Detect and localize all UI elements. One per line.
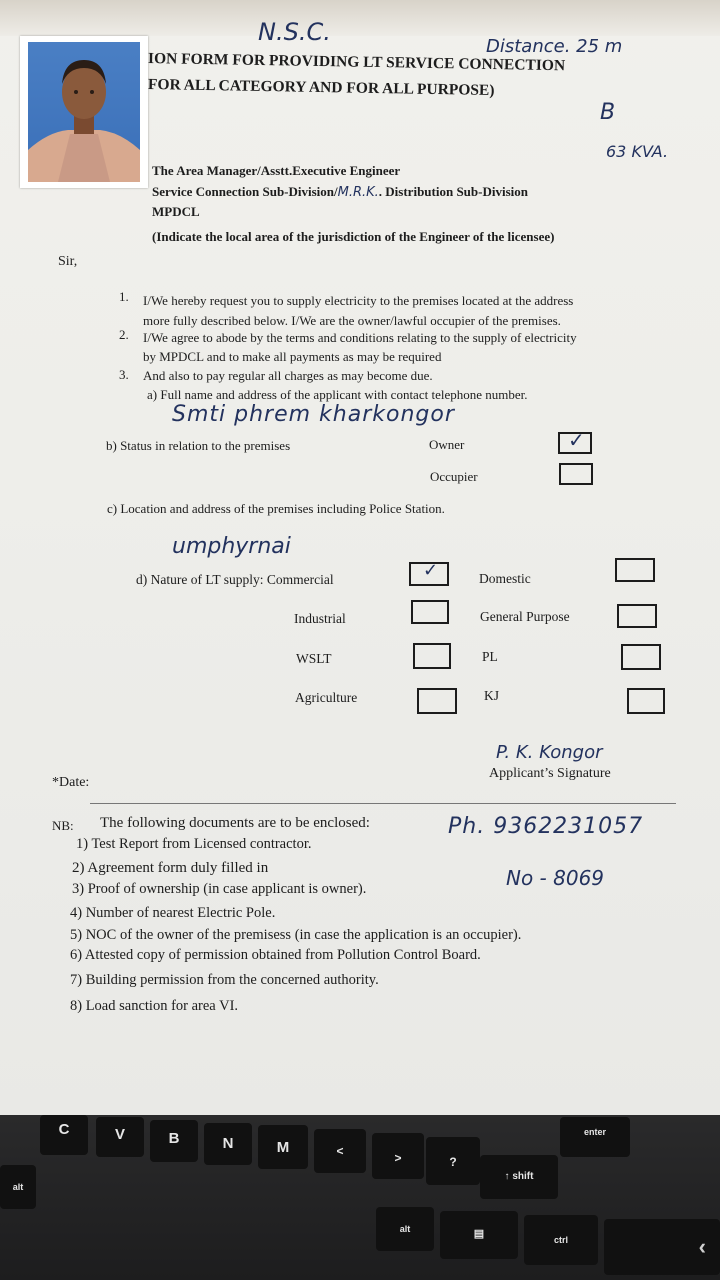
field-d-label: d) Nature of LT supply: Commercial — [136, 572, 334, 587]
handwritten-phone: Ph. 9362231057 — [448, 814, 644, 839]
domestic-checkbox[interactable] — [615, 558, 655, 582]
general-purpose-checkbox[interactable] — [617, 604, 657, 628]
key-alt[interactable]: alt — [376, 1207, 434, 1251]
addressee-line2-suffix: . Distribution Sub-Division — [378, 184, 528, 199]
pl-label: PL — [482, 649, 498, 664]
nb-intro: The following documents are to be enclosed: — [100, 815, 370, 831]
field-c-label: c) Location and address of the premises including Police Station. — [107, 501, 445, 516]
addressee-line1: The Area Manager/Asstt.Executive Engineer — [152, 163, 401, 178]
pl-checkbox[interactable] — [621, 644, 661, 670]
owner-label: Owner — [429, 437, 465, 452]
key-ctrl[interactable]: ctrl — [524, 1215, 598, 1265]
jurisdiction-note: (Indicate the local area of the jurisdiction of the Engineer of the licensee) — [152, 229, 555, 244]
key-shift[interactable]: ↑ shift — [480, 1155, 558, 1199]
handwritten-kva: 63 KVA. — [606, 142, 669, 161]
commercial-checkbox[interactable] — [409, 562, 449, 586]
doc-item: 7) Building permission from the concerned authority. — [70, 972, 379, 988]
key-c[interactable]: C — [40, 1115, 88, 1155]
item3-line1: And also to pay regular all charges as may become due. — [143, 368, 433, 383]
field-b-label: b) Status in relation to the premises — [106, 438, 291, 453]
handwritten-number: No - 8069 — [506, 866, 605, 890]
addressee-line3: MPDCL — [152, 204, 200, 219]
portrait-figure — [28, 42, 140, 182]
key-n[interactable]: N — [204, 1123, 252, 1165]
handwritten-nsc: N.S.C. — [258, 18, 331, 46]
key-b[interactable]: B — [150, 1120, 198, 1162]
handwritten-applicant-name: Smti phrem kharkongor — [172, 402, 455, 427]
item1-line2: more fully described below. I/We are the owner/lawful occupier of the premises. — [143, 313, 561, 328]
item2-line2: by MPDCL and to make all payments as may be required — [143, 349, 442, 364]
doc-item: 3) Proof of ownership (in case applicant is owner). — [72, 881, 367, 897]
photo-portrait — [28, 42, 140, 182]
signature-label: Applicant’s Signature — [489, 766, 611, 781]
doc-item: 8) Load sanction for area VI. — [70, 998, 239, 1014]
field-a-label: a) Full name and address of the applicant with contact telephone number. — [147, 387, 528, 402]
agriculture-checkbox[interactable] — [417, 688, 457, 714]
nb-label: NB: — [52, 818, 74, 833]
doc-item: 5) NOC of the owner of the premisess (in case the application is an occupier). — [70, 927, 522, 943]
form-title-line1: ION FORM FOR PROVIDING LT SERVICE CONNECTION — [147, 50, 566, 75]
handwritten-subdivision: M.R.K. — [337, 185, 379, 200]
industrial-label: Industrial — [294, 611, 346, 626]
key-v[interactable]: V — [96, 1117, 144, 1157]
wslt-label: WSLT — [296, 651, 332, 666]
domestic-label: Domestic — [479, 571, 531, 586]
wslt-checkbox[interactable] — [413, 643, 451, 669]
key-slash[interactable] — [426, 1137, 480, 1185]
handwritten-initials: B — [600, 100, 616, 125]
kj-label: KJ — [484, 688, 500, 703]
divider-line — [90, 803, 676, 804]
handwritten-location: umphyrnai — [172, 534, 291, 559]
key-menu[interactable] — [440, 1211, 518, 1259]
item2-line1: I/We agree to abode by the terms and conditions relating to the supply of electricity — [143, 330, 577, 345]
handwritten-signature: P. K. Kongor — [496, 742, 603, 763]
form-title-line2: FOR ALL CATEGORY AND FOR ALL PURPOSE) — [147, 76, 495, 100]
owner-tick: ✓ — [568, 428, 585, 452]
paper-top-edge — [0, 0, 720, 36]
item1-line1: I/We hereby request you to supply electricity to the premises located at the address — [143, 293, 574, 308]
doc-item: 2) Agreement form duly filled in — [72, 860, 269, 876]
industrial-checkbox[interactable] — [411, 600, 449, 624]
commercial-tick: ✓ — [423, 560, 439, 581]
key-alt-left[interactable]: alt — [0, 1165, 36, 1209]
doc-item: 1) Test Report from Licensed contractor. — [76, 836, 312, 852]
salutation: Sir, — [58, 254, 78, 269]
key-enter[interactable]: enter — [560, 1117, 630, 1157]
handwritten-distance: Distance. 25 m — [486, 36, 623, 57]
key-m[interactable]: M — [258, 1125, 308, 1169]
kj-checkbox[interactable] — [627, 688, 665, 714]
general-purpose-label: General Purpose — [480, 609, 570, 624]
date-label: *Date: — [52, 775, 90, 790]
occupier-label: Occupier — [430, 469, 478, 484]
addressee-line2 — [152, 184, 528, 200]
key-slash-question: ? — [449, 1155, 457, 1169]
item3-number: 3. — [119, 367, 129, 382]
chevron-left-icon[interactable]: ‹ — [604, 1219, 720, 1275]
doc-item: 4) Number of nearest Electric Pole. — [70, 905, 276, 921]
laptop-keyboard — [0, 1115, 720, 1280]
applicant-photo — [20, 36, 148, 188]
agriculture-label: Agriculture — [295, 690, 358, 705]
key-comma[interactable]: < — [314, 1129, 366, 1173]
menu-icon: ▤ — [473, 1228, 485, 1240]
key-period[interactable]: > — [372, 1133, 424, 1179]
addressee-line2-prefix: Service Connection Sub-Division/ — [152, 184, 338, 199]
owner-checkbox[interactable] — [558, 428, 592, 454]
item2-number: 2. — [119, 327, 129, 342]
occupier-checkbox[interactable] — [559, 463, 593, 485]
item1-number: 1. — [119, 289, 129, 304]
doc-item: 6) Attested copy of permission obtained from Pollution Control Board. — [70, 947, 481, 963]
